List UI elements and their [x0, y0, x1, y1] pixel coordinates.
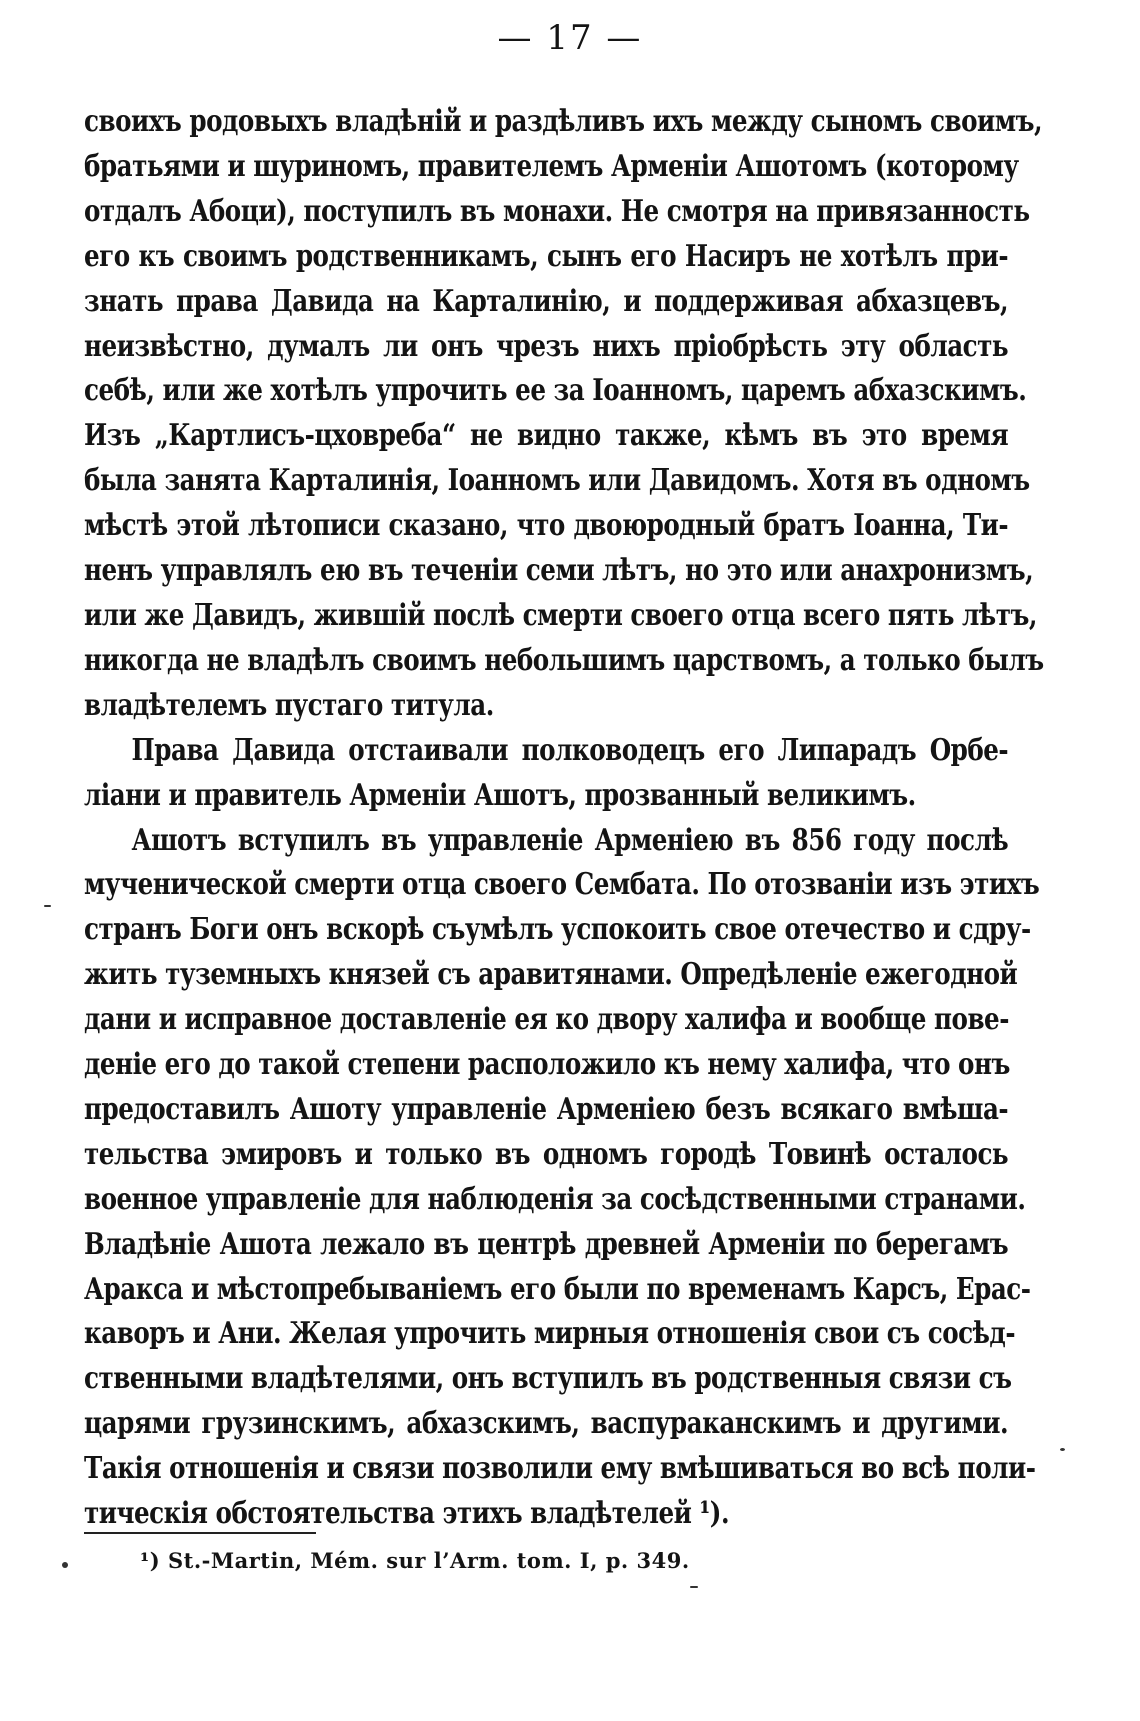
text-line: ственными владѣтелями, онъ вступилъ въ родственныя связи съ — [84, 1361, 1012, 1397]
text-line: своихъ родовыхъ владѣній и раздѣливъ ихъ между сыномъ своимъ, — [84, 104, 1043, 139]
text-line: владѣтелемъ пустаго титула. — [84, 687, 494, 723]
text-line: братьями и шуриномъ, правителемъ Арменіи Ашотомъ (которому — [84, 148, 1019, 184]
text-line: военное управленіе для наблюденія за сосѣдственными странами. — [84, 1181, 1026, 1217]
footnote-text: St.-Martin, Mém. sur l’Arm. tom. I, p. 349. — [167, 1548, 690, 1573]
text-line: тельства эмировъ и только въ одномъ городѣ Товинѣ осталось — [84, 1136, 1009, 1172]
text-line: ліани и правитель Арменіи Ашотъ, прозванный великимъ. — [84, 777, 916, 813]
text-line: была занята Карталинія, Іоанномъ или Давидомъ. Хотя въ одномъ — [84, 463, 1030, 499]
text-line: деніе его до такой степени расположило къ нему халифа, что онъ — [84, 1047, 1010, 1083]
paper-speck — [1060, 1448, 1065, 1451]
text-line: Изъ „Картлисъ-цховреба“ не видно также, кѣмъ въ это время — [84, 418, 1009, 454]
text-line: жить туземныхъ князей съ аравитянами. Опредѣленіе ежегодной — [84, 957, 1018, 993]
text-line: отдалъ Абоци), поступилъ въ монахи. Не смотря на привязанность — [84, 193, 1030, 229]
page-number: — 17 — — [497, 18, 643, 58]
footnote-divider — [84, 1532, 316, 1534]
text-line: знать права Давида на Карталинію, и поддерживая абхазцевъ, — [84, 283, 1009, 319]
text-line: дани и исправное доставленіе ея ко двору халифа и вообще пове- — [84, 1002, 1009, 1038]
footnote — [140, 1548, 690, 1573]
text-line: тическія обстоятельства этихъ владѣтелей ¹). — [84, 1496, 730, 1532]
text-line: или же Давидъ, жившій послѣ смерти своего отца всего пять лѣтъ, — [84, 597, 1037, 633]
text-line: странъ Боги онъ вскорѣ съумѣлъ успокоить свое отечество и сдру- — [84, 912, 1031, 948]
text-line: Такія отношенія и связи позволили ему вмѣшиваться во всѣ поли- — [84, 1451, 1036, 1487]
text-line: ненъ управлялъ ею въ теченіи семи лѣтъ, но это или анахронизмъ, — [84, 553, 1034, 589]
paper-speck — [690, 1586, 698, 1588]
text-line: неизвѣстно, думалъ ли онъ чрезъ нихъ пріобрѣсть эту область — [84, 328, 1009, 364]
text-line: Ашотъ вступилъ въ управленіе Арменіею въ 856 году послѣ — [131, 822, 1009, 858]
text-line: каворъ и Ани. Желая упрочить мирныя отношенія свои съ сосѣд- — [84, 1316, 1016, 1352]
text-line: мѣстѣ этой лѣтописи сказано, что двоюродный братъ Іоанна, Ти- — [84, 508, 1009, 544]
body-text — [84, 100, 1044, 1537]
text-line: мученической смерти отца своего Сембата. По отозваніи изъ этихъ — [84, 867, 1040, 903]
text-line: царями грузинскимъ, абхазскимъ, васпураканскимъ и другими. — [84, 1406, 1009, 1442]
paper-speck — [62, 1562, 68, 1568]
text-line: Владѣніе Ашота лежало въ центрѣ древней Арменіи по берегамъ — [84, 1226, 1009, 1262]
text-line: себѣ, или же хотѣлъ упрочить ее за Іоанномъ, царемъ абхазскимъ. — [84, 373, 1027, 409]
footnote-marker: ¹) — [140, 1548, 161, 1573]
text-line: Права Давида отстаивали полководецъ его Липарадъ Орбе- — [131, 732, 1009, 768]
text-line: его къ своимъ родственникамъ, сынъ его Насиръ не хотѣлъ при- — [84, 238, 1009, 274]
text-line: Аракса и мѣстопребываніемъ его были по временамъ Карсъ, Ерас- — [84, 1271, 1031, 1307]
paper-speck — [44, 905, 51, 907]
text-line: предоставилъ Ашоту управленіе Арменіею безъ всякаго вмѣша- — [84, 1091, 1009, 1127]
text-line: никогда не владѣлъ своимъ небольшимъ царствомъ, а только былъ — [84, 642, 1044, 678]
